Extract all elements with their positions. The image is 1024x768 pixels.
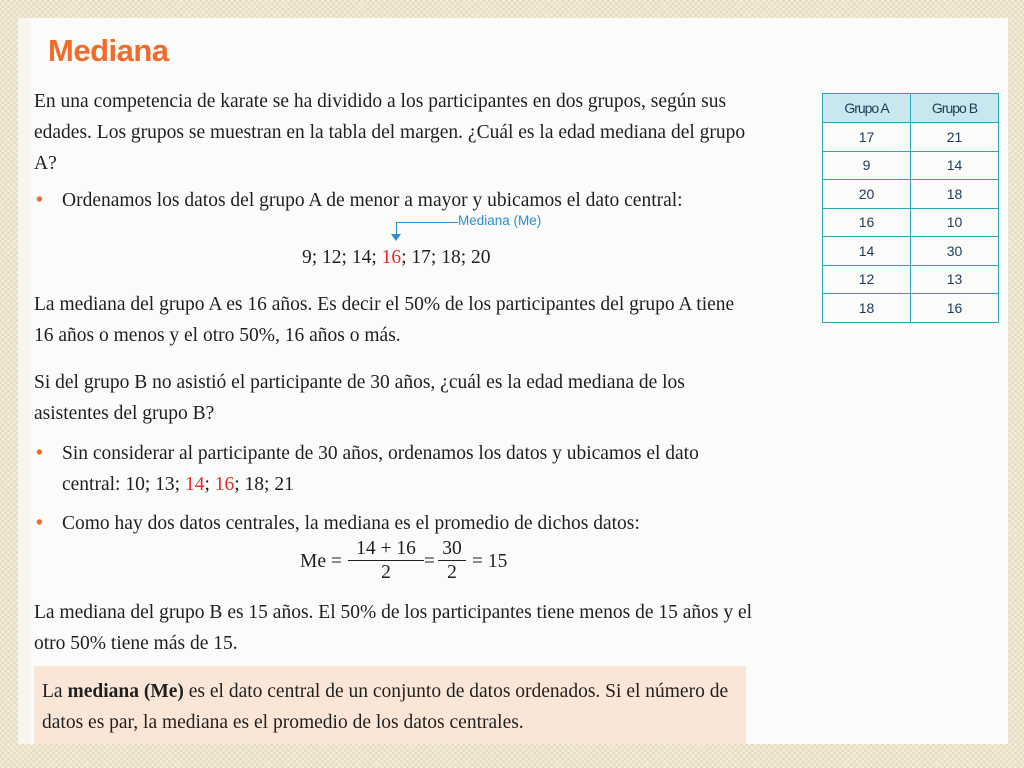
central-value-2: 16	[214, 474, 235, 495]
cell-grupo-b: 14	[911, 151, 999, 180]
ages-table	[822, 93, 999, 323]
table-row	[823, 265, 999, 294]
sorted-a-median: 16	[381, 247, 402, 268]
table-row	[823, 151, 999, 180]
definition-term: mediana (Me)	[67, 681, 184, 702]
median-arrow-line	[396, 222, 458, 223]
cell-grupo-a: 18	[823, 294, 911, 323]
definition-pre: La	[42, 681, 68, 702]
cell-grupo-a: 17	[823, 123, 911, 152]
definition-post: es el dato central de un conjunto de datos ordenados. Si el número de datos es par, la mediana es el promedio de los datos centrales.	[42, 681, 729, 733]
table-row	[823, 237, 999, 266]
page-title: Mediana	[48, 33, 169, 68]
bullet-order-b	[34, 438, 754, 500]
fraction-2-denominator: 2	[447, 562, 457, 583]
bullet-average	[34, 508, 754, 539]
definition-text	[42, 676, 742, 738]
conclusion-a: La mediana del grupo A es 16 años. Es decir el 50% de los participantes del grupo A tiene 16 años o menos y el otro 50%, 16 años o más.	[34, 294, 735, 346]
bullet-average-text: Como hay dos datos centrales, la mediana es el promedio de dichos datos:	[62, 513, 640, 534]
cell-grupo-b: 16	[911, 294, 999, 323]
cell-grupo-b: 13	[911, 265, 999, 294]
formula-fraction-2	[438, 538, 466, 585]
question-b: Si del grupo B no asistió el participante de 30 años, ¿cuál es la edad mediana de los asistentes del grupo B?	[34, 372, 685, 424]
cell-grupo-b: 30	[911, 237, 999, 266]
bullet-order-a-text: Ordenamos los datos del grupo A de menor a mayor y ubicamos el dato central:	[62, 190, 683, 211]
table-header-row	[823, 94, 999, 123]
fraction-2-numerator: 30	[438, 538, 466, 561]
bullet-order-b-text: Sin considerar al participante de 30 años, ordenamos los datos y ubicamos el dato central: 10; 13;	[62, 443, 699, 495]
cell-grupo-a: 14	[823, 237, 911, 266]
formula-result: = 15	[472, 551, 508, 572]
header-grupo-b: Grupo B	[911, 94, 999, 123]
fraction-1-numerator: 14 + 16	[348, 538, 424, 561]
cell-grupo-a: 9	[823, 151, 911, 180]
formula-fraction-1	[348, 538, 424, 585]
table-row	[823, 294, 999, 323]
cell-grupo-b: 21	[911, 123, 999, 152]
formula-equals: =	[424, 551, 435, 572]
table-row	[823, 123, 999, 152]
sorted-a-after: ; 17; 18; 20	[401, 247, 491, 268]
bullet-dot: •	[36, 190, 43, 211]
bullet-dot: •	[36, 513, 43, 534]
fraction-1-denominator: 2	[381, 562, 391, 583]
cell-grupo-a: 16	[823, 208, 911, 237]
central-separator: ;	[204, 474, 215, 495]
median-formula	[300, 538, 560, 594]
bullet-order-a	[34, 185, 754, 216]
cell-grupo-b: 10	[911, 208, 999, 237]
cell-grupo-b: 18	[911, 180, 999, 209]
cell-grupo-a: 12	[823, 265, 911, 294]
sorted-a-before: 9; 12; 14;	[302, 247, 382, 268]
median-label: Mediana (Me)	[458, 213, 542, 228]
header-grupo-a: Grupo A	[823, 94, 911, 123]
ages-table-body	[823, 123, 999, 323]
intro-paragraph: En una competencia de karate se ha dividido a los participantes en dos grupos, según sus edades. Los grupos se muestran en la tabla del margen. ¿Cuál es la edad mediana del grupo A?	[34, 91, 746, 174]
table-row	[823, 208, 999, 237]
bullet-dot: •	[36, 443, 43, 464]
central-value-1: 14	[184, 474, 205, 495]
page-margin-strip	[18, 18, 30, 744]
arrow-down-icon	[391, 234, 401, 241]
conclusion-b: La mediana del grupo B es 15 años. El 50% de los participantes tiene menos de 15 años y el otro 50% tiene más de 15.	[34, 602, 753, 654]
table-row	[823, 180, 999, 209]
cell-grupo-a: 20	[823, 180, 911, 209]
sorted-data-a	[302, 247, 491, 269]
formula-lhs: Me =	[300, 551, 342, 572]
bullet-order-b-after: ; 18; 21	[234, 474, 294, 495]
